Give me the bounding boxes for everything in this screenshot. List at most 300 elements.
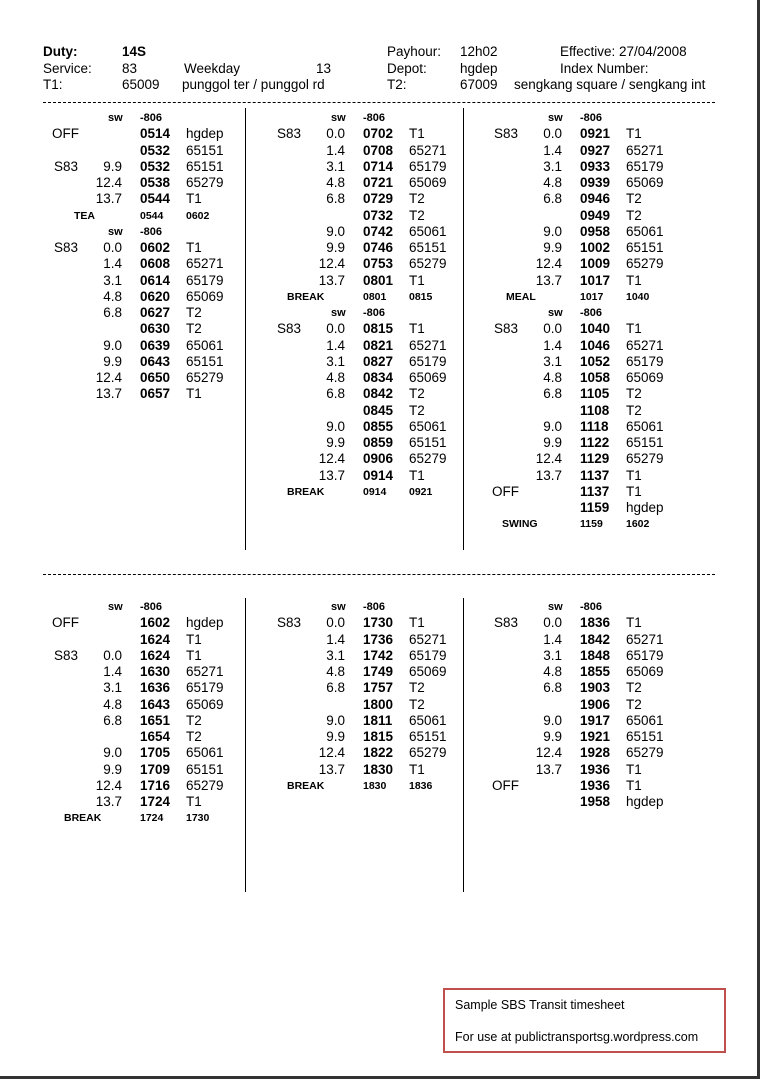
- timetable-row: [275, 435, 475, 451]
- stop-code: T2: [626, 386, 642, 402]
- break-row: [52, 208, 252, 224]
- time-value: 1958: [580, 794, 611, 809]
- time-value: 0927: [580, 142, 611, 158]
- timetable-row: [275, 321, 475, 337]
- shift-code: -806: [580, 601, 603, 613]
- stop-code: 65279: [409, 451, 447, 467]
- time-value: 0859: [363, 435, 394, 450]
- timetable-row: [52, 273, 252, 289]
- stop-code: 65279: [409, 256, 447, 272]
- distance-km: 9.9: [543, 435, 562, 450]
- break-type: BREAK: [287, 485, 325, 498]
- timetable-row: [275, 664, 475, 680]
- timetable-row: [492, 713, 692, 729]
- separator-top: [43, 102, 715, 103]
- distance-km: 9.0: [326, 712, 345, 728]
- distance-km: 9.0: [103, 745, 122, 761]
- timetable-row: [492, 143, 692, 159]
- distance-km: 12.4: [95, 175, 122, 190]
- stop-code: 65151: [186, 158, 224, 174]
- stop-code: 65279: [186, 777, 224, 793]
- timetable-row: [52, 745, 252, 761]
- break-end-time: 1040: [626, 290, 650, 303]
- stop-code: hgdep: [186, 126, 224, 142]
- break-row: [275, 289, 475, 305]
- time-value: 0630: [140, 321, 171, 337]
- shift-code: -806: [363, 112, 386, 124]
- time-value: 0721: [363, 175, 394, 190]
- shift-sw-label: sw: [331, 601, 346, 613]
- distance-km: 3.1: [103, 272, 122, 288]
- distance-km: 9.0: [326, 223, 345, 239]
- status-label: OFF: [492, 483, 519, 499]
- timetable-row: [275, 615, 475, 631]
- timetable-row: [492, 338, 692, 354]
- break-end-time: 1730: [186, 812, 210, 825]
- timetable-row: [492, 370, 692, 386]
- stop-code: T2: [626, 402, 642, 418]
- distance-km: 9.9: [326, 729, 345, 744]
- timetable-row: [52, 794, 252, 810]
- break-end-time: 1836: [409, 779, 433, 792]
- stop-code: T2: [409, 386, 425, 402]
- distance-km: 4.8: [326, 664, 345, 679]
- break-end-time: 0921: [409, 485, 433, 498]
- stop-code: T1: [186, 386, 202, 402]
- timetable-row: [492, 403, 692, 419]
- break-start-time: 1017: [580, 290, 604, 303]
- time-value: 1058: [580, 370, 611, 385]
- shift-code-row: [52, 110, 252, 126]
- service-value: 83: [122, 61, 138, 76]
- stop-code: 65279: [186, 370, 224, 385]
- timetable-row: [492, 745, 692, 761]
- distance-km: 9.0: [103, 337, 122, 353]
- time-value: 1705: [140, 745, 171, 761]
- time-value: 1848: [580, 647, 611, 663]
- distance-km: 9.9: [326, 240, 345, 255]
- distance-km: 1.4: [543, 142, 562, 158]
- stop-code: 65271: [186, 664, 224, 679]
- break-type: SWING: [502, 518, 538, 531]
- time-value: 0958: [580, 223, 611, 239]
- distance-km: 9.0: [543, 712, 562, 728]
- distance-km: 1.4: [326, 142, 345, 158]
- time-value: 0544: [140, 191, 171, 207]
- stop-code: 65061: [186, 745, 224, 761]
- distance-km: 6.8: [326, 191, 345, 207]
- stop-code: 65061: [626, 418, 664, 434]
- distance-km: 13.7: [318, 761, 345, 777]
- t2-label: T2:: [387, 77, 407, 92]
- timetable-row: [52, 289, 252, 305]
- stop-code: T1: [186, 191, 202, 207]
- stop-code: 65061: [409, 712, 447, 728]
- timetable-row: [492, 256, 692, 272]
- stop-code: T2: [626, 191, 642, 207]
- stop-code: T1: [409, 321, 425, 337]
- timetable-row: [275, 419, 475, 435]
- time-value: 1749: [363, 664, 394, 679]
- separator-middle: [43, 574, 715, 575]
- distance-km: 0.0: [103, 240, 122, 255]
- break-start-time: 0801: [363, 290, 387, 303]
- stop-code: T1: [186, 794, 202, 809]
- time-value: 1936: [580, 761, 611, 777]
- timetable-row: [275, 208, 475, 224]
- distance-km: 13.7: [95, 794, 122, 809]
- distance-km: 12.4: [535, 451, 562, 467]
- timetable-row: [492, 794, 692, 810]
- t2-code: 67009: [460, 77, 498, 92]
- distance-km: 9.9: [543, 240, 562, 255]
- time-value: 1630: [140, 664, 171, 679]
- shift-code: -806: [363, 601, 386, 613]
- break-row: [492, 516, 692, 532]
- duty-label: Duty:: [43, 44, 78, 59]
- time-value: 0708: [363, 142, 394, 158]
- time-value: 1137: [580, 467, 610, 483]
- index-number-label: Index Number:: [560, 61, 649, 76]
- time-value: 1105: [580, 386, 610, 402]
- shift-sw-label: sw: [108, 225, 123, 238]
- timetable-row: [52, 632, 252, 648]
- t1-code: 65009: [122, 77, 160, 92]
- stop-code: T2: [409, 402, 425, 418]
- timetable-row: [275, 354, 475, 370]
- time-value: 1917: [580, 712, 611, 728]
- shift-code: -806: [580, 112, 603, 124]
- timetable-row: [52, 729, 252, 745]
- stop-code: 65279: [186, 175, 224, 190]
- timetable-row: [275, 729, 475, 745]
- payhour-label: Payhour:: [387, 44, 442, 59]
- timetable-row: [492, 615, 692, 631]
- status-label: OFF: [52, 126, 79, 142]
- time-value: 1921: [580, 729, 611, 744]
- stop-code: T2: [409, 680, 425, 696]
- timetable-row: [492, 175, 692, 191]
- time-value: 0855: [363, 418, 394, 434]
- timetable-row: [492, 240, 692, 256]
- timetable-row: [275, 386, 475, 402]
- distance-km: 1.4: [326, 631, 345, 647]
- break-type: MEAL: [506, 290, 536, 303]
- time-value: 0753: [363, 256, 394, 272]
- distance-km: 0.0: [326, 126, 345, 142]
- day-number: 13: [316, 61, 332, 76]
- stop-code: T1: [626, 777, 642, 793]
- break-start-time: 1724: [140, 812, 164, 825]
- time-value: 1855: [580, 664, 611, 679]
- shift-sw-label: sw: [331, 307, 346, 319]
- distance-km: 3.1: [326, 158, 345, 174]
- time-value: 0949: [580, 207, 611, 223]
- distance-km: 13.7: [535, 272, 562, 288]
- timetable-row: [52, 664, 252, 680]
- timetable-row: [52, 370, 252, 386]
- stop-code: T1: [409, 761, 425, 777]
- timetable-row: [275, 697, 475, 713]
- stop-code: 65069: [409, 664, 447, 679]
- timetable-row: [492, 451, 692, 467]
- stop-code: T2: [186, 321, 202, 337]
- shift-code: -806: [140, 112, 163, 124]
- stop-code: 65069: [186, 696, 224, 712]
- time-value: 1002: [580, 240, 611, 255]
- timetable-row: [492, 354, 692, 370]
- time-value: 0729: [363, 191, 394, 207]
- time-value: 0946: [580, 191, 611, 207]
- distance-km: 13.7: [318, 467, 345, 483]
- stop-code: 65271: [626, 142, 664, 158]
- time-value: 0650: [140, 370, 171, 385]
- route-code: S83: [494, 615, 519, 631]
- timetable-row: [275, 403, 475, 419]
- stop-code: T2: [626, 680, 642, 696]
- timetable-row: [492, 126, 692, 142]
- time-value: 1624: [140, 647, 171, 663]
- distance-km: 13.7: [535, 467, 562, 483]
- timetable-row: [492, 273, 692, 289]
- stop-code: 65271: [626, 631, 664, 647]
- distance-km: 1.4: [103, 664, 122, 679]
- break-row: [275, 778, 475, 794]
- distance-km: 6.8: [543, 191, 562, 207]
- stop-code: hgdep: [626, 794, 664, 809]
- distance-km: 6.8: [326, 386, 345, 402]
- timetable-row: [52, 680, 252, 696]
- timetable-row: [492, 435, 692, 451]
- time-value: 0933: [580, 158, 611, 174]
- time-value: 0821: [363, 337, 394, 353]
- stop-code: 65061: [409, 223, 447, 239]
- distance-km: 6.8: [103, 305, 122, 320]
- timetable-row: [52, 321, 252, 337]
- timetable-row: [275, 338, 475, 354]
- time-value: 1624: [140, 631, 171, 647]
- stop-code: 65271: [409, 337, 447, 353]
- distance-km: 3.1: [103, 680, 122, 696]
- route-code: S83: [54, 647, 79, 663]
- distance-km: 6.8: [103, 712, 122, 728]
- time-value: 1730: [363, 615, 394, 631]
- break-start-time: 1830: [363, 779, 387, 792]
- time-value: 1651: [140, 712, 171, 728]
- distance-km: 13.7: [95, 191, 122, 207]
- t2-name: sengkang square / sengkang int: [514, 77, 706, 92]
- stop-code: 65151: [626, 729, 664, 744]
- time-value: 1009: [580, 256, 611, 272]
- route-code: S83: [277, 615, 302, 631]
- timetable-row: [52, 615, 252, 631]
- distance-km: 13.7: [535, 761, 562, 777]
- time-value: 0532: [140, 142, 171, 158]
- time-value: 0538: [140, 175, 171, 190]
- timetable-row: [492, 762, 692, 778]
- route-code: S83: [277, 126, 302, 142]
- timetable-row: [492, 484, 692, 500]
- time-value: 1742: [363, 647, 394, 663]
- stop-code: 65151: [186, 142, 224, 158]
- distance-km: 0.0: [543, 615, 562, 631]
- time-value: 0608: [140, 256, 171, 272]
- time-value: 0815: [363, 321, 394, 337]
- distance-km: 4.8: [543, 664, 562, 679]
- distance-km: 0.0: [543, 321, 562, 337]
- stop-code: 65279: [626, 745, 664, 761]
- stop-code: 65279: [626, 256, 664, 272]
- time-value: 0714: [363, 158, 394, 174]
- time-value: 0939: [580, 175, 611, 190]
- break-end-time: 1602: [626, 518, 650, 531]
- stop-code: 65069: [626, 370, 664, 385]
- distance-km: 9.9: [103, 158, 122, 174]
- stop-code: 65061: [409, 418, 447, 434]
- stop-code: 65151: [626, 435, 664, 450]
- stop-code: 65271: [626, 337, 664, 353]
- time-value: 0532: [140, 158, 171, 174]
- timetable-row: [52, 126, 252, 142]
- timetable-row: [275, 240, 475, 256]
- shift-code-row: [492, 599, 692, 615]
- day-type: Weekday: [184, 61, 241, 76]
- stop-code: 65151: [186, 353, 224, 369]
- timetable-row: [492, 419, 692, 435]
- time-value: 1928: [580, 745, 611, 761]
- time-value: 1017: [580, 272, 611, 288]
- stop-code: T2: [186, 712, 202, 728]
- timetable-row: [275, 370, 475, 386]
- timetable-row: [492, 778, 692, 794]
- time-value: 0827: [363, 353, 394, 369]
- distance-km: 4.8: [103, 288, 122, 304]
- stop-code: T1: [626, 126, 642, 142]
- timetable-row: [275, 175, 475, 191]
- timetable-row: [492, 224, 692, 240]
- time-value: 1636: [140, 680, 171, 696]
- time-value: 1811: [363, 712, 393, 728]
- distance-km: 4.8: [326, 370, 345, 385]
- stop-code: T1: [186, 631, 202, 647]
- shift-code-row: [492, 305, 692, 321]
- stop-code: 65179: [409, 647, 447, 663]
- stop-code: T1: [626, 467, 642, 483]
- shift-code-row: [492, 110, 692, 126]
- timetable-row: [492, 191, 692, 207]
- time-value: 1906: [580, 696, 611, 712]
- distance-km: 3.1: [326, 353, 345, 369]
- timetable-row: [52, 240, 252, 256]
- distance-km: 4.8: [103, 696, 122, 712]
- time-value: 1836: [580, 615, 611, 631]
- stop-code: 65271: [409, 631, 447, 647]
- status-label: OFF: [492, 777, 519, 793]
- shift-code: -806: [363, 307, 386, 319]
- timetable-row: [275, 224, 475, 240]
- break-type: BREAK: [64, 812, 102, 825]
- distance-km: 1.4: [543, 631, 562, 647]
- timetable-row: [492, 729, 692, 745]
- stop-code: T1: [186, 647, 202, 663]
- status-label: OFF: [52, 615, 79, 631]
- timetable-row: [275, 256, 475, 272]
- distance-km: 12.4: [535, 256, 562, 272]
- stop-code: T2: [186, 305, 202, 320]
- stop-code: T1: [409, 467, 425, 483]
- timetable-row: [275, 191, 475, 207]
- stop-code: T1: [186, 240, 202, 255]
- break-start-time: 0544: [140, 209, 164, 222]
- time-value: 1118: [580, 418, 609, 434]
- time-value: 1046: [580, 337, 611, 353]
- timetable-row: [52, 697, 252, 713]
- distance-km: 9.9: [543, 729, 562, 744]
- distance-km: 3.1: [543, 158, 562, 174]
- time-value: 1830: [363, 761, 394, 777]
- time-value: 1800: [363, 696, 394, 712]
- shift-code: -806: [140, 601, 163, 613]
- distance-km: 12.4: [95, 370, 122, 385]
- time-value: 1602: [140, 615, 171, 631]
- break-start-time: 1159: [580, 518, 603, 531]
- timetable-row: [492, 208, 692, 224]
- timetable-row: [492, 159, 692, 175]
- time-value: 0834: [363, 370, 394, 385]
- shift-code: -806: [580, 307, 603, 319]
- break-row: [492, 289, 692, 305]
- distance-km: 0.0: [103, 647, 122, 663]
- timetable-row: [492, 321, 692, 337]
- shift-code-row: [275, 599, 475, 615]
- stop-code: hgdep: [626, 500, 664, 515]
- route-code: S83: [54, 240, 79, 255]
- time-value: 1108: [580, 402, 610, 418]
- timetable-row: [52, 305, 252, 321]
- stop-code: 65151: [409, 729, 447, 744]
- stop-code: 65179: [186, 680, 224, 696]
- timetable-row: [52, 648, 252, 664]
- stop-code: 65179: [409, 353, 447, 369]
- route-code: S83: [494, 321, 519, 337]
- effective-date: Effective: 27/04/2008: [560, 44, 687, 59]
- time-value: 0906: [363, 451, 394, 467]
- break-row: [275, 484, 475, 500]
- timetable-row: [492, 648, 692, 664]
- distance-km: 0.0: [326, 615, 345, 631]
- time-value: 1654: [140, 729, 171, 744]
- break-end-time: 0602: [186, 209, 210, 222]
- distance-km: 9.0: [326, 418, 345, 434]
- time-value: 1643: [140, 696, 171, 712]
- distance-km: 1.4: [326, 337, 345, 353]
- stop-code: 65061: [626, 712, 664, 728]
- stop-code: 65151: [186, 761, 224, 777]
- time-value: 0921: [580, 126, 611, 142]
- shift-sw-label: sw: [331, 112, 346, 124]
- distance-km: 12.4: [318, 256, 345, 272]
- route-code: S83: [54, 158, 79, 174]
- time-value: 1936: [580, 777, 611, 793]
- time-value: 0627: [140, 305, 171, 320]
- distance-km: 6.8: [326, 680, 345, 696]
- timetable-row: [275, 143, 475, 159]
- stop-code: T2: [186, 729, 202, 744]
- stop-code: 65061: [186, 337, 224, 353]
- duty-value: 14S: [122, 44, 147, 59]
- timetable-row: [52, 778, 252, 794]
- stop-code: 65151: [626, 240, 664, 255]
